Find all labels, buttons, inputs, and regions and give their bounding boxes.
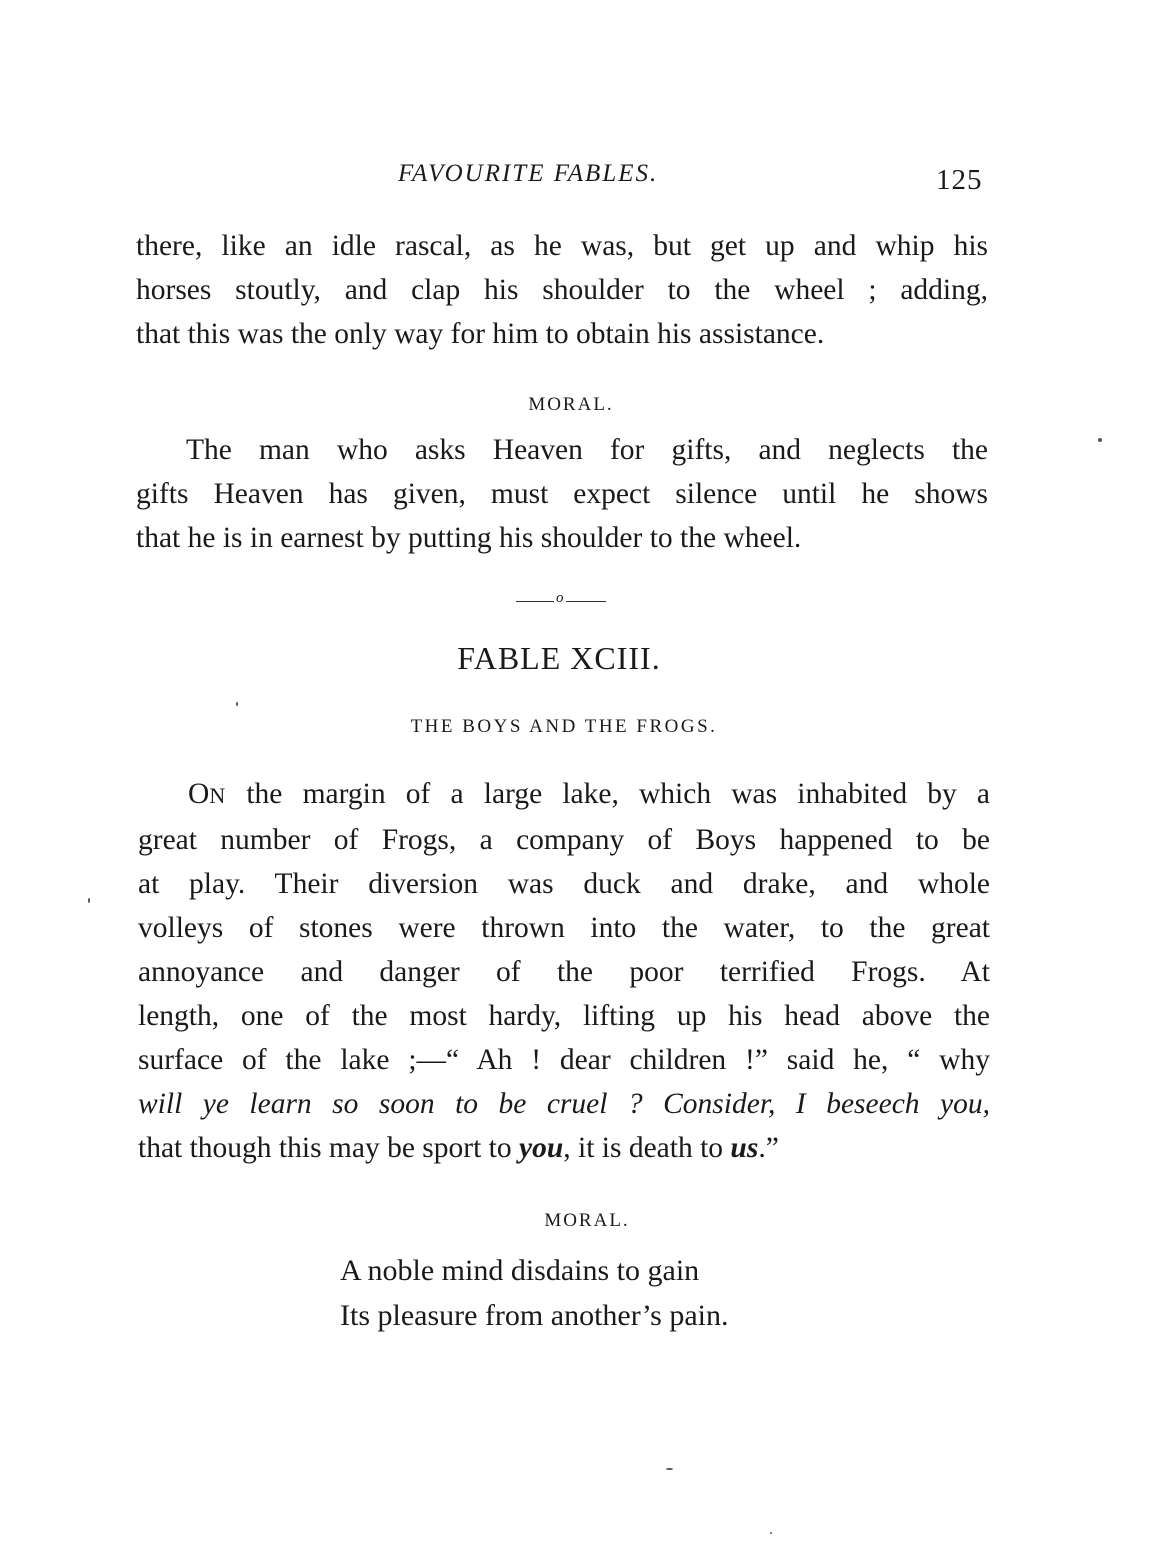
- text-line: gifts Heaven has given, must expect silence until he shows: [136, 478, 988, 510]
- text-line: will ye learn so soon to be cruel ? Consider, I beseech you,: [138, 1088, 990, 1120]
- divider-rule-left: [516, 601, 554, 602]
- verse-line: A noble mind disdains to gain: [340, 1254, 700, 1287]
- opening-capital: O: [188, 778, 210, 810]
- moral-label: MORAL.: [528, 394, 614, 415]
- text-line: volleys of stones were thrown into the water, to the great: [138, 912, 990, 944]
- divider-rule-right: [566, 601, 606, 602]
- divider-ornament: o: [556, 590, 564, 606]
- text-line-final: [138, 1126, 990, 1170]
- fable-paragraph: [138, 772, 990, 1170]
- scan-speck: [236, 702, 238, 706]
- fable-subtitle: THE BOYS AND THE FROGS.: [410, 716, 718, 737]
- continuation-paragraph: [136, 224, 988, 356]
- fable-heading: FABLE XCIII.: [457, 640, 661, 676]
- text-line: at play. Their diversion was duck and drake, and whole: [138, 868, 990, 900]
- verse-line: Its pleasure from another’s pain.: [340, 1299, 729, 1332]
- text-line: length, one of the most hardy, lifting up his head above the: [138, 1000, 990, 1032]
- text-line: that this was the only way for him to obtain his assistance.: [136, 318, 825, 350]
- section-divider: [516, 590, 606, 606]
- opening-smallcaps: N: [209, 783, 227, 808]
- scan-speck: [666, 1468, 673, 1470]
- final-line-text: that though this may be sport to: [138, 1132, 520, 1164]
- text-line: that he is in earnest by putting his shoulder to the wheel.: [136, 522, 802, 554]
- moral-label: MORAL.: [544, 1210, 630, 1231]
- emphasis-us: us: [730, 1132, 759, 1164]
- text-line: The man who asks Heaven for gifts, and neglects the: [186, 434, 988, 466]
- text-line: horses stoutly, and clap his shoulder to the wheel ; adding,: [136, 274, 988, 306]
- final-line-text: .”: [758, 1132, 779, 1164]
- scan-speck: [770, 1532, 772, 1534]
- text-line: great number of Frogs, a company of Boys happened to be: [138, 824, 990, 856]
- text-line: annoyance and danger of the poor terrified Frogs. At: [138, 956, 990, 988]
- text-line-opening: [138, 772, 990, 818]
- moral-verse: [340, 1248, 729, 1338]
- opening-line-rest: the margin of a large lake, which was inhabited by a: [226, 778, 990, 810]
- scan-speck: [1098, 438, 1102, 442]
- emphasis-you: you: [519, 1132, 564, 1164]
- text-line: surface of the lake ;—“ Ah ! dear children !” said he, “ why: [138, 1044, 990, 1076]
- moral-paragraph: [136, 428, 988, 560]
- text-line: there, like an idle rascal, as he was, but get up and whip his: [136, 230, 988, 262]
- page-number: 125: [936, 164, 983, 196]
- scan-speck: [88, 898, 90, 903]
- running-title: FAVOURITE FABLES.: [398, 160, 659, 187]
- final-line-text: , it is death to: [563, 1132, 731, 1164]
